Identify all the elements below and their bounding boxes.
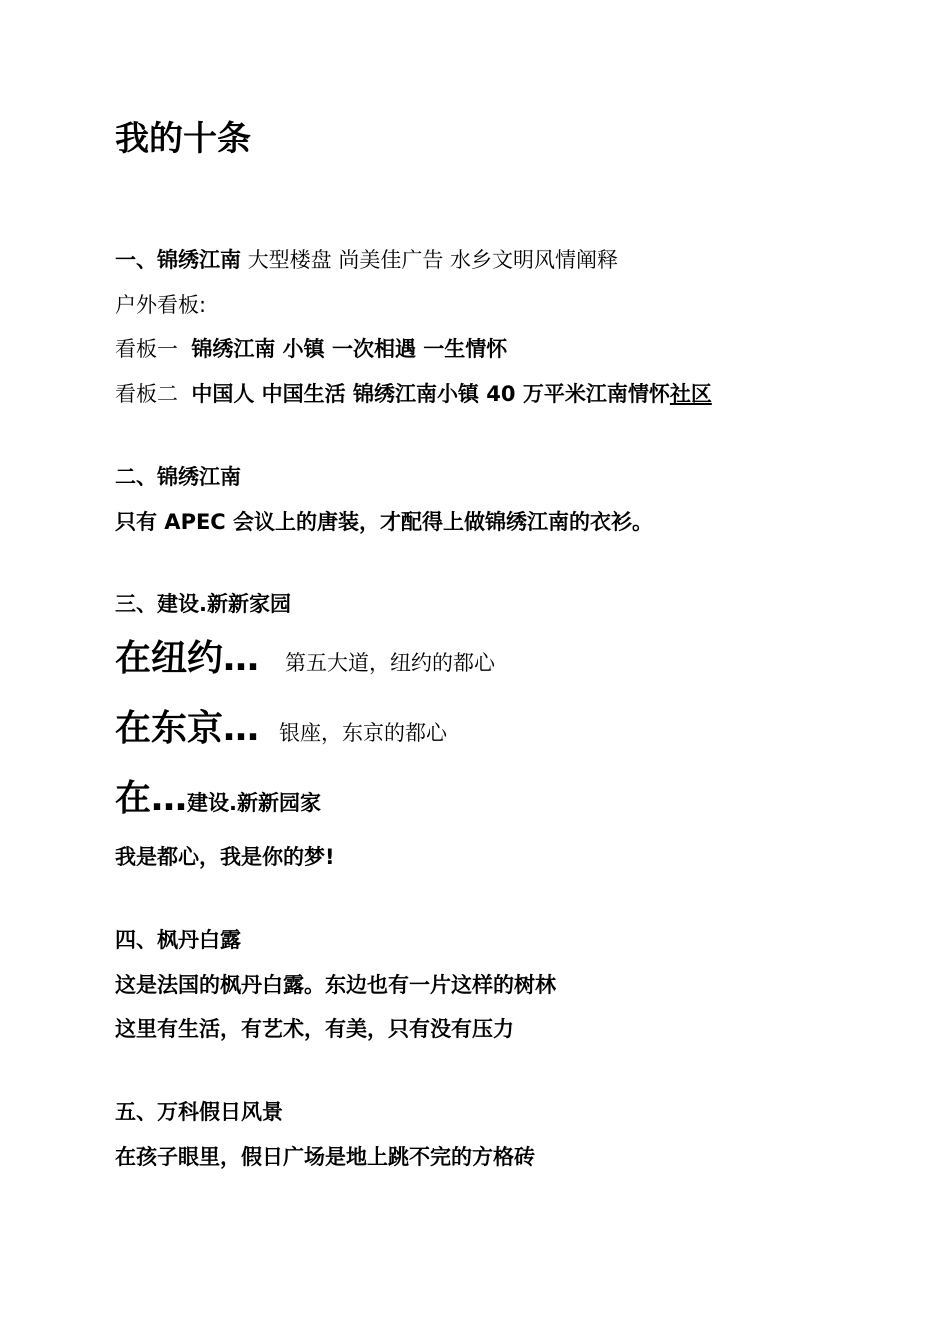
section-1-heading: 一、锦绣江南 [115, 248, 241, 272]
board-2-label: 看板二 [115, 382, 192, 406]
section-2-heading: 二、锦绣江南 [115, 465, 241, 489]
section-4-heading: 四、枫丹白露 [115, 928, 241, 952]
section-4-line-1: 这是法国的枫丹白露。东边也有一片这样的树林 [115, 973, 556, 997]
tokyo-big-text: 在东京… [115, 708, 260, 749]
section-3-slogan: 我是都心，我是你的梦! [115, 845, 335, 869]
jianshe-big-text: 在… [115, 778, 188, 819]
section-3-newyork-line [115, 638, 496, 679]
tokyo-small-text: 银座，东京的都心 [279, 721, 448, 745]
jianshe-small-text: 建设.新新园家 [187, 791, 321, 815]
section-3-jianshe-line [115, 778, 321, 819]
section-3-tokyo-line [115, 708, 448, 749]
document-title: 我的十条 [115, 119, 251, 159]
board-2-line [115, 384, 712, 405]
section-4-line-2: 这里有生活，有艺术，有美，只有没有压力 [115, 1017, 514, 1041]
board-2-text: 中国人 中国生活 锦绣江南小镇 40 万平米江南情怀 [191, 382, 670, 406]
board-2-underlined-text: 社区 [669, 382, 712, 406]
section-2-text: 只有 APEC 会议上的唐装，才配得上做锦绣江南的衣衫。 [115, 510, 654, 534]
board-1-text: 锦绣江南 小镇 一次相遇 一生情怀 [191, 337, 508, 361]
section-5-line-1: 在孩子眼里，假日广场是地上跳不完的方格砖 [115, 1145, 535, 1169]
newyork-big-text: 在纽约… [115, 638, 260, 679]
section-5-heading: 五、万科假日风景 [115, 1100, 283, 1124]
outdoor-board-label: 户外看板: [115, 293, 207, 317]
section-1-line [115, 250, 618, 271]
newyork-small-text: 第五大道，纽约的都心 [285, 651, 496, 675]
section-3-heading: 三、建设.新新家园 [115, 592, 291, 616]
section-1-description: 大型楼盘 尚美佳广告 水乡文明风情阐释 [241, 248, 619, 272]
board-1-label: 看板一 [115, 337, 192, 361]
board-1-line [115, 339, 507, 360]
